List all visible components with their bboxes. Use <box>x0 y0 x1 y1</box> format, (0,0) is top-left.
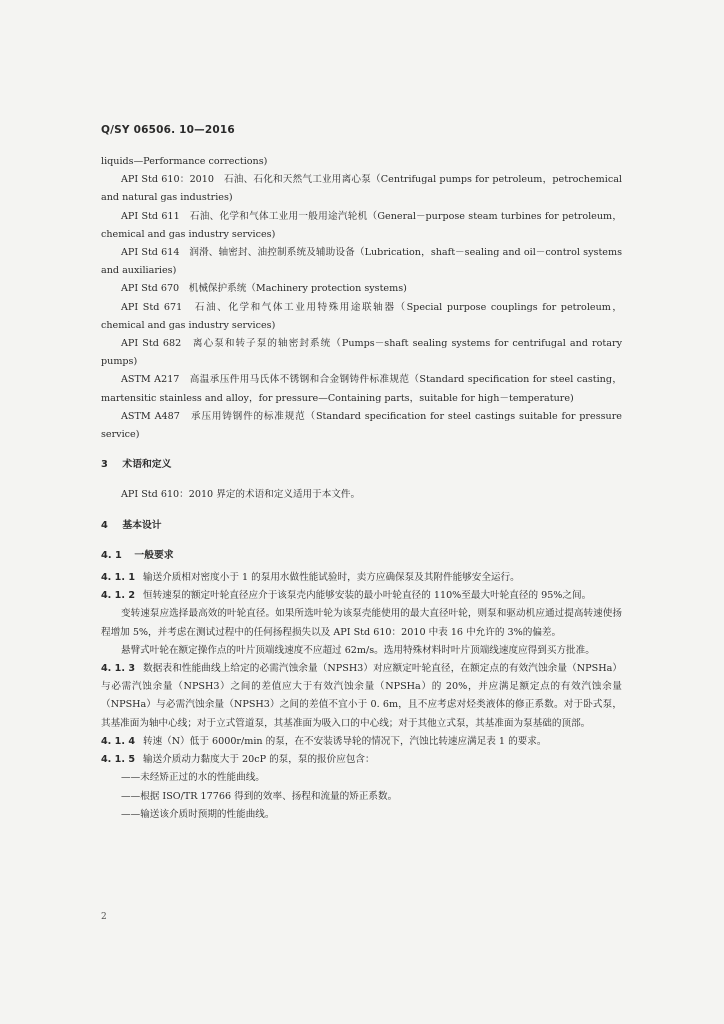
clause-number: 4. 1. 2 <box>101 590 135 602</box>
clause-number: 4. 1. 5 <box>101 754 135 766</box>
reference-astm-a217: ASTM A217 高温承压件用马氏体不锈钢和合金钢铸件标准规范（Standard specification for steel casting，martensitic stainless and alloy，for pressure—Containing parts，suitable for high－temperature) <box>101 374 622 404</box>
page-number: 2 <box>101 912 107 922</box>
reference-astm-a487: ASTM A487 承压用铸钢件的标准规范（Standard specification for steel castings suitable for pressure service) <box>101 410 622 441</box>
clause-text: 数据表和性能曲线上给定的必需汽蚀余量（NPSH3）对应额定叶轮直径，在额定点的有效汽蚀余量（NPSHa）与必需汽蚀余量（NPSH3）之间的差值应大于有效汽蚀余量（NPSHa）的 20%，并应满足额定点的有效汽蚀余量（NPSHa）与必需汽蚀余量（NPSH3）之间的差值不宜小于 0. 6m，且不应考虑对烃类液体的修正系数。对于卧式泵，其基准面为轴中心线；对于立式管道泵，其基准面为吸入口的中心线；对于其他立式泵，其基准面为泵基础的顶部。 <box>101 663 622 729</box>
clause-text: 转速（N）低于 6000r/min 的泵，在不安装诱导轮的情况下，汽蚀比转速应满足表 1 的要求。 <box>143 735 547 747</box>
section-number: 3 <box>101 459 108 471</box>
section-title: 基本设计 <box>122 519 162 531</box>
section-title: 术语和定义 <box>122 459 172 471</box>
clause-text: 输送介质动力黏度大于 20cP 的泵，泵的报价应包含： <box>143 754 375 766</box>
section-3-body: API Std 610：2010 界定的术语和定义适用于本文件。 <box>121 489 361 501</box>
subsection-title: 一般要求 <box>134 549 174 561</box>
clause-number: 4. 1. 4 <box>101 735 135 747</box>
reference-api-682: API Std 682 离心泵和转子泵的轴密封系统（Pumps－shaft sealing systems for centrifugal and rotary pumps) <box>101 338 622 368</box>
clause-4-1-2 <box>101 587 622 605</box>
standard-code-header: Q/SY 06506. 10—2016 <box>101 124 235 136</box>
reference-api-671: API Std 671 石油、化学和气体工业用特殊用途联轴器（Special purpose couplings for petroleum，chemical and gas industry services) <box>101 301 622 331</box>
clause-4-1-5 <box>101 751 622 769</box>
page-content <box>101 153 622 824</box>
reference-api-611: API Std 611 石油、化学和气体工业用一般用途汽轮机（General－purpose steam turbines for petroleum，chemical and gas industry services) <box>101 210 622 240</box>
list-item: ——输送该介质时预期的性能曲线。 <box>121 808 275 820</box>
reference-api-610: API Std 610：2010 石油、石化和天然气工业用离心泵（Centrifugal pumps for petroleum，petrochemical and natural gas industries) <box>101 174 622 204</box>
section-number: 4 <box>101 519 108 531</box>
clause-4-1-1 <box>101 569 622 587</box>
clause-4-1-3 <box>101 660 622 733</box>
subsection-4-1-heading <box>101 547 622 565</box>
clause-4-1-2-paragraph-3: 悬臂式叶轮在额定操作点的叶片顶端线速度不应超过 62m/s。选用特殊材料时叶片顶端线速度应得到买方批准。 <box>121 644 595 656</box>
list-item: ——未经矫正过的水的性能曲线。 <box>121 772 265 784</box>
clause-text: 输送介质相对密度小于 1 的泵用水做性能试验时，卖方应确保泵及其附件能够安全运行。 <box>143 572 520 584</box>
clause-4-1-2-paragraph-2: 变转速泵应选择最高效的叶轮直径。如果所选叶轮为该泵壳能使用的最大直径叶轮，则泵和驱动机应通过提高转速使扬程增加 5%，并考虑在测试过程中的任何扬程损失以及 API Std 610：2010 中表 16 中允许的 3%的偏差。 <box>101 608 622 638</box>
clause-number: 4. 1. 3 <box>101 663 135 675</box>
section-4-heading <box>101 517 622 535</box>
reference-continuation: liquids—Performance corrections) <box>101 156 268 167</box>
list-item: ——根据 ISO/TR 17766 得到的效率、扬程和流量的矫正系数。 <box>121 790 398 802</box>
subsection-number: 4. 1 <box>101 549 122 561</box>
clause-text: 恒转速泵的额定叶轮直径应介于该泵壳内能够安装的最小叶轮直径的 110%至最大叶轮直径的 95%之间。 <box>143 590 592 602</box>
clause-4-1-4 <box>101 733 622 751</box>
reference-api-670: API Std 670 机械保护系统（Machinery protection systems) <box>121 283 407 295</box>
reference-api-614: API Std 614 润滑、轴密封、油控制系统及辅助设备（Lubrication，shaft－sealing and oil－control systems and auxiliaries) <box>101 247 622 277</box>
section-3-heading <box>101 456 622 474</box>
clause-number: 4. 1. 1 <box>101 572 135 584</box>
